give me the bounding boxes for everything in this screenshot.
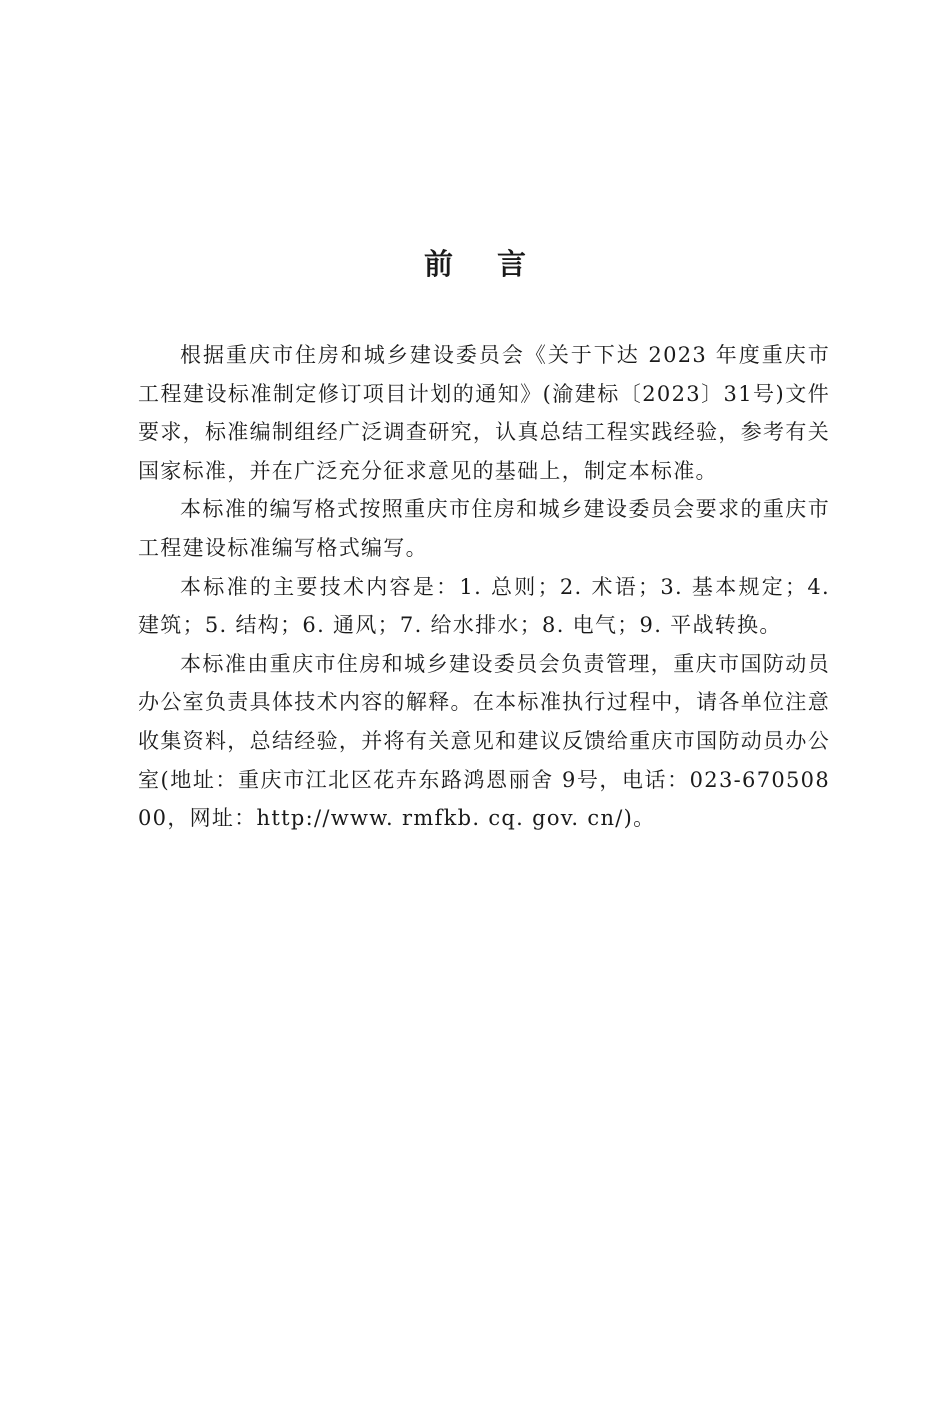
paragraph-management: 本标准由重庆市住房和城乡建设委员会负责管理，重庆市国防动员办公室负责具体技术内容的解释。在本标准执行过程中，请各单位注意收集资料，总结经验，并将有关意见和建议反馈给重庆市国防动员办公室(地址：重庆市江北区花卉东路鸿恩丽舍 9号，电话：023-67050800，网址：http://www. rmfkb. cq. gov. cn/)。 (138, 651, 830, 831)
paragraph-format: 本标准的编写格式按照重庆市住房和城乡建设委员会要求的重庆市工程建设标准编写格式编写。 (138, 497, 830, 560)
paragraph-contents: 本标准的主要技术内容是：1. 总则；2. 术语；3. 基本规定；4. 建筑；5. 结构；6. 通风；7. 给水排水；8. 电气；9. 平战转换。 (138, 574, 830, 638)
paragraph-basis: 根据重庆市住房和城乡建设委员会《关于下达 2023 年度重庆市工程建设标准制定修订项目计划的通知》(渝建标〔2023〕31号)文件要求，标准编制组经广泛调查研究，认真总结工程实践经验，参考有关国家标准，并在广泛充分征求意见的基础上，制定本标准。 (138, 343, 830, 483)
preface-body (138, 336, 830, 838)
page-title: 前言 (423, 247, 570, 281)
